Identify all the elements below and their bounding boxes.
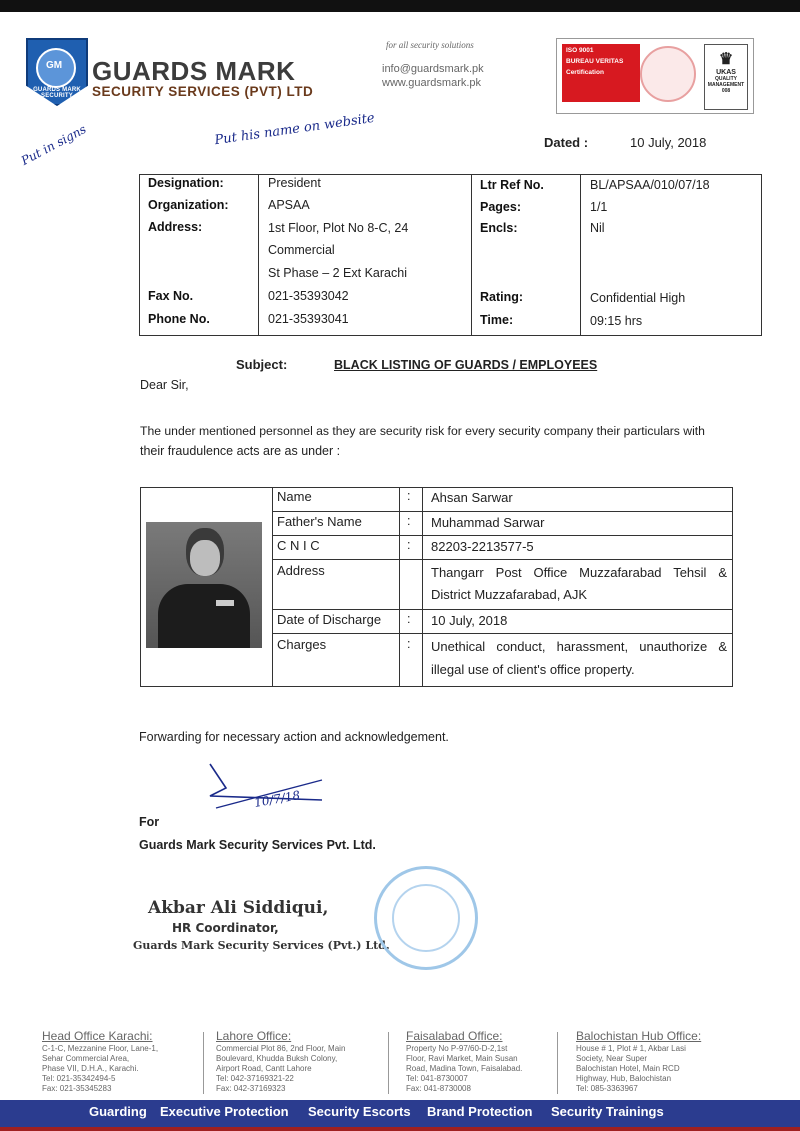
handwritten-note-top: Put his name on website (213, 110, 376, 149)
table-divider (422, 487, 423, 687)
row-divider (272, 609, 733, 610)
separator: : (407, 612, 411, 626)
encls-label: Encls: (480, 221, 518, 235)
company-name: GUARDS MARK (92, 56, 296, 86)
office-line: Road, Madina Town, Faisalabad. (406, 1064, 523, 1073)
pages-label: Pages: (480, 200, 521, 214)
office-balochistan (576, 1029, 701, 1094)
office-line: Phase VII, D.H.A., Karachi. (42, 1064, 139, 1073)
office-line: Sehar Commercial Area, (42, 1054, 130, 1063)
table-divider (580, 174, 581, 336)
signer-name: Akbar Ali Siddiqui, (148, 898, 329, 918)
signer-title: HR Coordinator, (172, 921, 279, 935)
footer-divider (203, 1032, 204, 1094)
row-divider (272, 535, 733, 536)
tagline: for all security solutions (386, 40, 474, 50)
ukas-badge (704, 44, 748, 110)
office-title: Lahore Office: (216, 1029, 292, 1043)
office-line: Tel: 085-3363967 (576, 1084, 638, 1093)
photo-face (190, 540, 220, 576)
employee-photo (146, 522, 262, 648)
fax-value: 021-35393042 (268, 289, 349, 303)
office-line: Fax: 041-8730008 (406, 1084, 471, 1093)
photo-uniform (158, 584, 250, 648)
office-line: Airport Road, Cantt Lahore (216, 1064, 312, 1073)
office-line: C-1-C, Mezzanine Floor, Lane-1, (42, 1044, 159, 1053)
designation-value: President (268, 176, 321, 190)
charges-line-2: illegal use of client's office property. (431, 662, 635, 677)
separator: : (407, 637, 411, 651)
service-executive-protection: Executive Protection (160, 1104, 289, 1119)
cnic-label: C N I C (277, 538, 320, 553)
subject-value: BLACK LISTING OF GUARDS / EMPLOYEES (334, 358, 598, 372)
office-line: Balochistan Hotel, Main RCD (576, 1064, 680, 1073)
office-line: Society, Near Super (576, 1054, 647, 1063)
office-title: Balochistan Hub Office: (576, 1029, 702, 1043)
crown-icon: ♛ (718, 51, 734, 68)
subject-label: Subject: (236, 357, 288, 372)
office-line: Fax: 042-37169323 (216, 1084, 286, 1093)
signature-date: 10/7/18 (253, 788, 302, 810)
phone-value: 021-35393041 (268, 312, 349, 326)
charges-label: Charges (277, 637, 327, 652)
company-signoff: Guards Mark Security Services Pvt. Ltd. (139, 838, 376, 852)
top-rule (0, 0, 800, 12)
discharge-label: Date of Discharge (277, 612, 382, 627)
ukas-sub: QUALITY MANAGEMENT (707, 76, 745, 88)
service-guarding: Guarding (89, 1104, 147, 1119)
photo-name-tag (216, 600, 234, 606)
service-security-escorts: Security Escorts (308, 1104, 411, 1119)
office-lahore (216, 1029, 345, 1094)
ukas-number: 008 (721, 88, 731, 94)
logo-text: GUARDS MARK SECURITY (33, 87, 81, 99)
separator: : (407, 514, 411, 528)
office-karachi (42, 1029, 158, 1094)
intro-line-2: their fraudulence acts are as under : (140, 444, 341, 458)
table-divider (399, 487, 400, 687)
dated-value: 10 July, 2018 (630, 135, 707, 150)
cnic-value: 82203-2213577-5 (431, 539, 534, 554)
service-security-trainings: Security Trainings (551, 1104, 664, 1119)
recipient-info-table (139, 174, 762, 336)
office-line: Boulevard, Khudda Buksh Colony, (216, 1054, 338, 1063)
office-line: Highway, Hub, Balochistan (576, 1074, 672, 1083)
office-line: House # 1, Plot # 1, Akbar Lasi (576, 1044, 686, 1053)
organization-label: Organization: (148, 198, 229, 212)
address-line-1: Thangarr Post Office Muzzafarabad Tehsil & (431, 565, 727, 580)
table-divider (272, 487, 273, 687)
company-subtitle: SECURITY SERVICES (PVT) LTD (92, 84, 314, 99)
intro-line-1: The under mentioned personnel as they are security risk for every security company their particulars with (140, 424, 705, 438)
address-line-1: 1st Floor, Plot No 8-C, 24 (268, 221, 409, 235)
discharge-value: 10 July, 2018 (431, 613, 508, 628)
logo-monogram: GM (45, 60, 63, 71)
father-label: Father's Name (277, 514, 362, 529)
time-label: Time: (480, 313, 514, 327)
website-link[interactable]: www.guardsmark.pk (382, 77, 482, 89)
office-line: Tel: 041-8730007 (406, 1074, 468, 1083)
certifier-name: BUREAU VERITAS (566, 58, 624, 65)
signature-mark (204, 760, 334, 820)
charges-line-1: Unethical conduct, harassment, unauthorize & (431, 639, 727, 654)
ref-value: BL/APSAA/010/07/18 (590, 178, 710, 192)
encls-value: Nil (590, 221, 605, 235)
service-brand-protection: Brand Protection (427, 1104, 533, 1119)
for-label: For (139, 815, 160, 829)
office-title: Head Office Karachi: (42, 1029, 153, 1043)
table-divider (471, 174, 472, 336)
row-divider (272, 559, 733, 560)
handwritten-note-left: Put in signs (18, 122, 89, 168)
footer-divider (388, 1032, 389, 1094)
address-label: Address (277, 563, 325, 578)
table-divider (258, 174, 259, 336)
ukas-main: UKAS (716, 69, 736, 76)
iso-label: ISO 9001 (566, 47, 594, 54)
signer-company: Guards Mark Security Services (Pvt.) Ltd. (133, 939, 390, 952)
organization-value: APSAA (268, 198, 310, 212)
separator: : (407, 538, 411, 552)
separator: : (407, 489, 411, 503)
certification-label: Certification (566, 69, 604, 76)
designation-label: Designation: (148, 176, 224, 190)
ref-label: Ltr Ref No. (480, 178, 544, 192)
address-line-2: District Muzzafarabad, AJK (431, 587, 588, 602)
office-line: Fax: 021-35345283 (42, 1084, 112, 1093)
office-faisalabad (406, 1029, 522, 1094)
footer-divider (557, 1032, 558, 1094)
salutation: Dear Sir, (140, 378, 189, 392)
rating-value: Confidential High (590, 291, 686, 305)
address-line-3: St Phase – 2 Ext Karachi (268, 266, 407, 280)
fax-label: Fax No. (148, 289, 194, 303)
office-line: Tel: 042-37169321-22 (216, 1074, 294, 1083)
pages-value: 1/1 (590, 200, 608, 214)
rating-label: Rating: (480, 290, 524, 304)
company-stamp-inner (392, 884, 460, 952)
office-line: Commercial Plot 86, 2nd Floor, Main (216, 1044, 346, 1053)
bureau-veritas-badge (562, 44, 640, 102)
office-line: Floor, Ravi Market, Main Susan (406, 1054, 518, 1063)
office-line: Property No P-97/60-D-2,1st (406, 1044, 508, 1053)
name-label: Name (277, 489, 312, 504)
name-value: Ahsan Sarwar (431, 490, 513, 505)
address-line-2: Commercial (268, 243, 335, 257)
dated-label: Dated : (544, 135, 589, 150)
email-link[interactable]: info@guardsmark.pk (382, 63, 484, 75)
row-divider (272, 511, 733, 512)
father-value: Muhammad Sarwar (431, 515, 545, 530)
time-value: 09:15 hrs (590, 314, 643, 328)
office-line: Tel: 021-35342494-5 (42, 1074, 116, 1083)
row-divider (272, 633, 733, 634)
office-title: Faisalabad Office: (406, 1029, 503, 1043)
phone-label: Phone No. (148, 312, 210, 326)
forwarding-text: Forwarding for necessary action and acknowledgement. (139, 730, 449, 744)
certification-seal-icon (640, 46, 696, 102)
address-label: Address: (148, 220, 203, 234)
